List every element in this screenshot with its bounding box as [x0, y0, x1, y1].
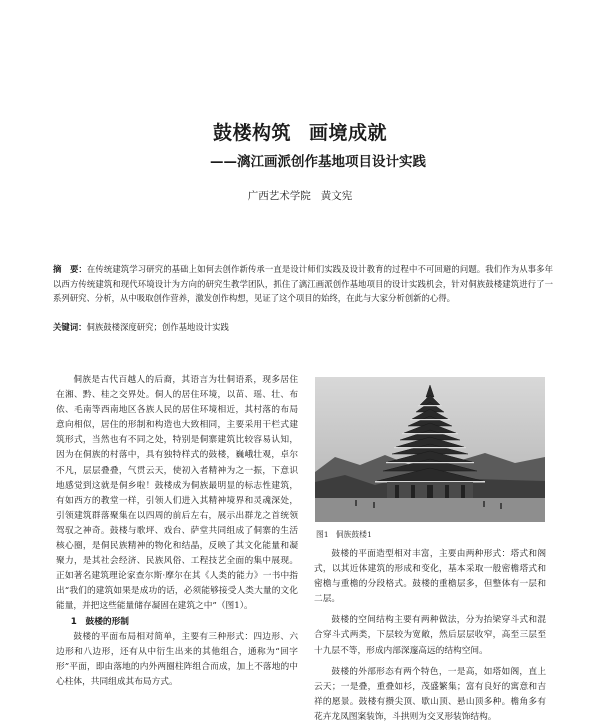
author-name: 黄文宪	[320, 190, 353, 202]
right-column	[314, 547, 546, 725]
body-paragraph: 鼓楼的外部形态有两个特色，一是高，如塔如阁，直上云天；一是叠，重叠如杉，茂盛繁集；富有良好的寓意和吉祥的愿景。鼓楼有攒尖顶、歇山顶、悬山顶多种。檐角多有花卉龙凤图案装饰，斗拱则为交叉形装饰结构。	[314, 666, 546, 722]
keywords	[53, 320, 553, 334]
author-line	[0, 188, 600, 203]
body-paragraph: 侗族是古代百越人的后裔，其语言为壮侗语系，现多居住在湘、黔、桂之交界处。侗人的居住环境，以苗、瑶、壮、布依、毛南等西南地区各族人民的居住环境相近，其村落的布局意向相似，居住的形制和构造也大致相同，主要采用干栏式建筑形式，当然也有不同之处，特别是侗寨建筑比较容易认知，因为在侗族的村落中，具有独特样式的鼓楼，巍峨壮观，卓尔不凡，层层叠叠，气贯云天，使初入者精神为之一振，下意识地感觉到这就是侗乡啦！鼓楼成为侗族最明显的标志性建筑，有如西方的教堂一样，引领人们进入其精神境界和灵魂深处，引领建筑群落聚集在以四周的前后左右，展示出群龙之首统领驾驭之神奇。鼓楼与歌坪、戏台、萨堂共同组成了侗寨的生活核心圈，是侗民族精神的物化和结晶，反映了其文化能量和凝聚力，是其社会经济、民族风俗、工程技艺全面的集中展现。正如著名建筑理论家查尔斯·摩尔在其《人类的能力》一书中指出“我们的建筑如果是成功的话，必须能够接受人类大量的文化能量，并把这些能量储存凝固在建筑之中”（图1）。	[56, 375, 298, 612]
ground-plaza	[315, 498, 545, 522]
article-title	[0, 118, 600, 145]
abstract	[53, 262, 553, 306]
figure-caption-text: 侗族鼓楼1	[335, 530, 372, 539]
body-paragraph: 鼓楼的空间结构主要有两种做法，分为抬梁穿斗式和混合穿斗式两类，下层较为宽敞，然后层层收窄，高至三层至十九层不等，形成内部深邃高远的结构空间。	[314, 615, 546, 656]
figure-caption	[316, 529, 372, 540]
figure-label: 图1	[316, 530, 329, 539]
body-paragraph: 鼓楼的平面造型相对丰富，主要由两种形式：塔式和阁式，以其近体建筑的形成和变化，基本采取一般密檐塔式和密檐与重檐的分段格式。鼓楼的重檐层多，但整体有一层和二层。	[314, 549, 546, 605]
figure-drum-tower-photo	[315, 377, 545, 522]
abstract-label: 摘 要：	[53, 264, 87, 274]
left-column	[56, 373, 298, 690]
title-part-1: 鼓楼构筑	[212, 122, 291, 144]
article-subtitle: ——漓江画派创作基地项目设计实践	[210, 154, 426, 170]
body-paragraph: 鼓楼的平面布局相对简单，主要有三种形式：四边形、六边形和八边形，还有从中衍生出来的其他组合，通称为“回字形”平面，即由落地的内外两圈柱阵组合而成，加上不落地的中心柱体，共同组成其布局方式。	[56, 631, 298, 687]
keywords-label: 关键词：	[53, 322, 87, 332]
drum-tower-illustration	[315, 377, 545, 522]
title-part-2: 画境成就	[309, 122, 388, 144]
keywords-text: 侗族鼓楼深度研究；创作基地设计实践	[86, 322, 229, 332]
author-affiliation: 广西艺术学院	[247, 190, 311, 202]
section-heading: 1 鼓楼的形制	[70, 616, 129, 627]
abstract-text: 在传统建筑学习研究的基础上如何去创作新传承一直是设计师们实践及设计教育的过程中不可回避的问题。我们作为从事多年以西方传统建筑和现代环境设计为方向的研究生教学团队，抓住了漓江画派创作基地项目的设计实践机会，针对侗族鼓楼建筑进行了一系列研究、分析，从中吸取创作营养，激发创作构想，见证了这个项目的始终，在此与大家分析创新的心得。	[53, 264, 553, 303]
